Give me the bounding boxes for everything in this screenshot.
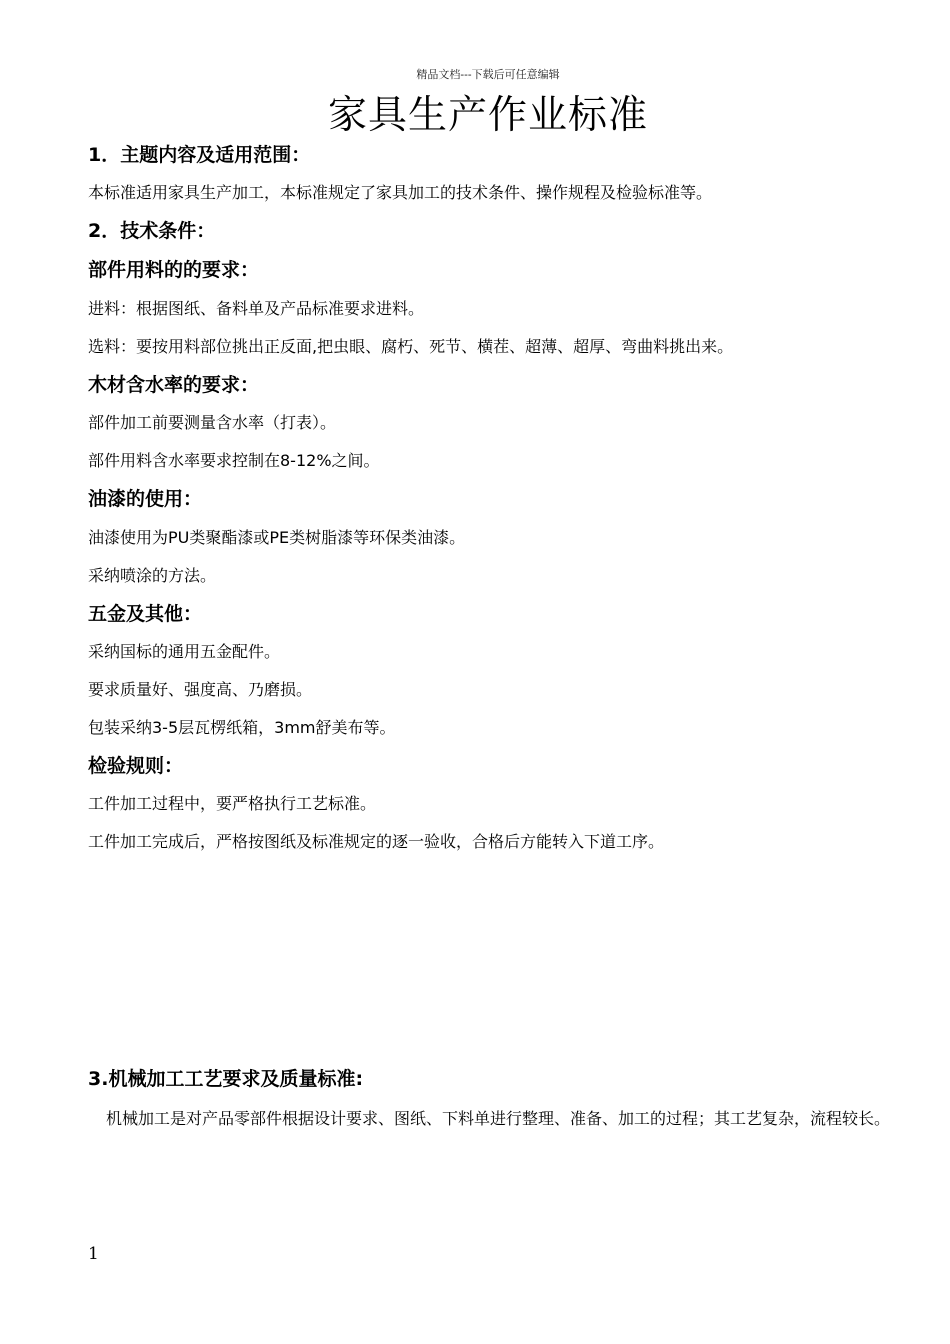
inspection-paragraph-2: 工件加工完成后，严格按图纸及标准规定的逐一验收，合格后方能转入下道工序。 [88, 832, 665, 851]
inspection-heading: 检验规则： [88, 755, 184, 777]
moisture-heading: 木材含水率的要求： [88, 374, 260, 396]
hardware-heading: 五金及其他： [88, 603, 203, 625]
materials-heading: 部件用料的的要求： [88, 259, 260, 281]
moisture-paragraph-2: 部件用料含水率要求控制在8-12%之间。 [88, 451, 380, 470]
moisture-paragraph-1: 部件加工前要测量含水率（打表）。 [88, 413, 337, 432]
materials-paragraph-1: 进料：根据图纸、备料单及产品标准要求进料。 [88, 299, 425, 318]
section-3-text: 机械加工是对产品零部件根据设计要求、图纸、下料单进行整理、准备、加工的过程；其工艺复杂，流程较长。 [106, 1109, 891, 1128]
section-1-text: 本标准适用家具生产加工，本标准规定了家具加工的技术条件、操作规程及检验标准等。 [88, 183, 713, 202]
page-number: 1 [88, 1244, 99, 1264]
paint-paragraph-1: 油漆使用为PU类聚酯漆或PE类树脂漆等环保类油漆。 [88, 528, 466, 547]
inspection-paragraph-1: 工件加工过程中，要严格执行工艺标准。 [88, 794, 377, 813]
paint-heading: 油漆的使用： [88, 488, 203, 510]
section-2-heading: 2．技术条件： [88, 220, 216, 242]
paint-paragraph-2: 采纳喷涂的方法。 [88, 566, 217, 585]
section-3-heading: 3.机械加工工艺要求及质量标准: [88, 1068, 364, 1090]
materials-paragraph-2: 选料：要按用料部位挑出正反面,把虫眼、腐朽、死节、横茬、超薄、超厚、弯曲料挑出来。 [88, 337, 734, 356]
header-watermark: 精品文档---下载后可任意编辑 [416, 68, 560, 81]
document-title: 家具生产作业标准 [327, 93, 648, 138]
hardware-paragraph-2: 要求质量好、强度高、乃磨损。 [88, 680, 313, 699]
section-1-heading: 1．主题内容及适用范围： [88, 144, 311, 166]
hardware-paragraph-3: 包装采纳3-5层瓦楞纸箱，3mm舒美布等。 [88, 718, 396, 737]
hardware-paragraph-1: 采纳国标的通用五金配件。 [88, 642, 281, 661]
